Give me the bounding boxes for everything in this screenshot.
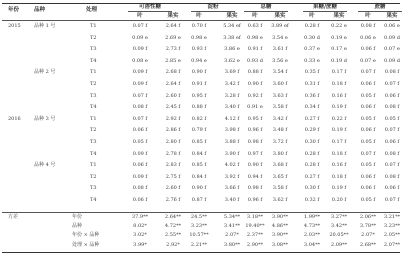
bottom-rule — [2, 252, 400, 253]
table-cell: 0.06 e — [384, 23, 400, 29]
table-cell: 0.33 e — [304, 57, 320, 64]
table-cell: 0.30 f — [304, 139, 320, 145]
treatment-label: T1 — [90, 115, 97, 122]
table-cell: 0.90 f — [191, 69, 207, 76]
year-label: 2016 — [8, 115, 21, 122]
table-cell: 0.84 f — [191, 173, 207, 180]
table-cell: 3.65 f — [272, 173, 288, 180]
table-cell: 0.94 e — [191, 57, 207, 64]
anova-cell: 2.05** — [383, 232, 401, 239]
table-cell: 0.07 f — [360, 150, 376, 157]
table-cell: 0.05 f — [360, 197, 376, 203]
header-sub: 果实 — [333, 13, 345, 19]
table-cell: 0.07 f — [384, 127, 400, 134]
table-cell: 3.48 f — [272, 127, 288, 134]
treatment-label: T3 — [90, 46, 97, 53]
table-cell: 0.88 f — [247, 69, 263, 76]
header-sub: 叶 — [309, 13, 315, 19]
table-cell: 0.92 f — [247, 92, 263, 99]
header-group: 淀粉 — [207, 4, 219, 10]
header-year: 年份 — [8, 7, 20, 13]
anova-cell: 37.9** — [131, 214, 149, 220]
table-cell: 0.96 f — [247, 197, 263, 203]
table-cell: 2.73 f — [165, 46, 181, 53]
table-cell: 0.09 f — [132, 81, 148, 87]
table-cell: 3.58 f — [272, 185, 288, 192]
treatment-label: T2 — [90, 81, 97, 87]
table-cell: 0.97 f — [247, 150, 263, 157]
anova-cell: 3.23** — [383, 223, 401, 230]
variety-label: 品种 2 号 — [34, 69, 56, 76]
group-rule — [303, 11, 347, 12]
anova-cell: 8.02* — [133, 223, 147, 230]
table-cell: 0.27 f — [304, 115, 320, 122]
table-cell: 0.32 f — [304, 197, 320, 203]
treatment-label: T4 — [90, 57, 97, 64]
table-cell: 0.05 f — [132, 139, 148, 145]
table-cell: 0.18 f — [331, 81, 347, 87]
table-cell: 0.22 f — [331, 115, 347, 122]
table-cell: 0.35 f — [304, 69, 320, 76]
variety-label: 品种 4 号 — [34, 162, 56, 169]
treatment-label: T1 — [90, 69, 97, 76]
table-cell: 0.94 f — [247, 173, 263, 180]
table-cell: 0.28 f — [304, 23, 320, 29]
treatment-label: T3 — [90, 92, 97, 99]
table-cell: 3.63 f — [272, 92, 288, 99]
table-cell: 0.06 f — [360, 46, 376, 53]
anova-cell: 3.99* — [133, 241, 147, 248]
anova-cell: 3.41** — [223, 223, 241, 230]
header-sub: 叶 — [365, 13, 371, 19]
treatment-label: T2 — [90, 127, 97, 134]
table-cell: 5.34 ef — [223, 23, 241, 29]
header-group: 果糖/蔗糖 — [312, 4, 338, 10]
table-cell: 0.17 e — [331, 46, 347, 53]
table-cell: 0.19 f — [331, 185, 347, 192]
table-cell: 0.07 f — [384, 162, 400, 169]
table-cell: 3.89 ef — [271, 23, 289, 29]
table-cell: 0.08 f — [384, 150, 400, 157]
table-cell: 3.54 e — [272, 34, 288, 41]
table-cell: 0.08 f — [384, 104, 400, 111]
anova-cell: 24.5** — [190, 214, 208, 220]
table-cell: 0.90 f — [247, 81, 263, 87]
table-cell: 0.08 f — [360, 23, 376, 29]
table-cell: 0.07 e — [384, 46, 400, 53]
table-cell: 2.76 f — [165, 197, 181, 203]
table-cell: 0.98 f — [247, 139, 263, 145]
table-cell: 4.12 f — [224, 115, 240, 122]
variety-label: 品种 3 号 — [34, 115, 56, 122]
anova-cell: 3.90** — [271, 214, 289, 220]
table-cell: 0.19 e — [331, 34, 347, 41]
table-cell: 0.07 f — [132, 23, 148, 29]
anova-cell: 2.07** — [383, 241, 401, 248]
table-cell: 0.05 f — [360, 162, 376, 169]
variety-label: 品种 1 号 — [34, 23, 56, 29]
table-cell: 0.06 f — [360, 127, 376, 134]
table-cell: 2.75 f — [165, 173, 181, 180]
anova-cell: 19.40** — [245, 223, 265, 230]
table-cell: 0.98 e — [191, 34, 207, 41]
table-cell: 3.42 f — [272, 115, 288, 122]
group-rule — [191, 11, 235, 12]
table-cell: 0.06 f — [360, 185, 376, 192]
table-cell: 2.85 e — [165, 57, 181, 64]
table-cell: 3.28 f — [224, 92, 240, 99]
table-cell: 2.68 f — [165, 69, 181, 76]
anova-cell: 4.72** — [164, 223, 182, 230]
group-rule — [358, 11, 402, 12]
table-cell: 3.62 f — [272, 197, 288, 203]
table-cell: 0.82 f — [191, 115, 207, 122]
anova-cell: 20.05** — [329, 232, 349, 239]
treatment-label: T4 — [90, 150, 97, 157]
table-cell: 0.16 f — [331, 92, 347, 99]
table-cell: 3.92 f — [224, 173, 240, 180]
table-cell: 0.08 f — [384, 69, 400, 76]
table-cell: 0.06 f — [384, 185, 400, 192]
table-cell: 0.22 e — [331, 23, 347, 29]
treatment-label: T3 — [90, 185, 97, 192]
table-cell: 3.98 f — [224, 127, 240, 134]
anova-cell: 2.68** — [359, 241, 377, 248]
anova-row-label: 品种 — [72, 223, 83, 230]
anova-cell: 2.37** — [246, 232, 264, 239]
table-cell: 0.95 f — [247, 115, 263, 122]
header-sub: 果实 — [274, 13, 286, 19]
header-group: 总糖 — [260, 4, 272, 10]
table-cell: 0.08 f — [384, 173, 400, 180]
anova-rule — [2, 212, 400, 213]
group-rule — [244, 11, 288, 12]
anova-row-label: 处理 × 品种 — [72, 241, 100, 248]
table-cell: 3.80 f — [272, 150, 288, 157]
anova-cell: 10.57** — [189, 232, 209, 239]
table-cell: 3.72 f — [272, 139, 288, 145]
year-label: 2015 — [8, 23, 21, 29]
anova-cell: 3.02* — [133, 232, 147, 239]
table-cell: 3.60 f — [272, 81, 288, 87]
table-cell: 0.88 f — [191, 104, 207, 111]
table-cell: 3.54 f — [272, 69, 288, 76]
table-cell: 0.06 f — [132, 197, 148, 203]
table-cell: 3.38 ef — [223, 34, 241, 41]
anova-cell: 4.86** — [271, 223, 289, 230]
table-cell: 0.05 f — [360, 92, 376, 99]
anova-row-label: 年份 × 品种 — [72, 232, 100, 239]
table-cell: 0.06 f — [132, 162, 148, 169]
anova-cell: 2.07* — [361, 232, 375, 239]
table-cell: 0.29 f — [304, 127, 320, 134]
table-cell: 0.06 f — [384, 92, 400, 99]
header-sub: 果实 — [167, 13, 179, 19]
table-cell: 0.06 f — [384, 139, 400, 145]
treatment-label: T4 — [90, 197, 97, 203]
table-cell: 0.93 f — [191, 46, 207, 53]
top-rule — [2, 3, 400, 4]
anova-cell: 3.80** — [223, 241, 241, 248]
anova-cell: 3.18** — [246, 214, 264, 220]
table-cell: 0.95 f — [191, 92, 207, 99]
table-cell: 0.19 d — [331, 57, 347, 64]
header-variety: 品种 — [34, 7, 46, 13]
treatment-label: T1 — [90, 162, 97, 169]
header-group: 蔗糖 — [374, 4, 386, 10]
header-sub: 叶 — [137, 13, 143, 19]
table-cell: 0.34 f — [304, 104, 320, 111]
table-cell: 3.90 f — [224, 150, 240, 157]
anova-cell: 1.99** — [303, 214, 321, 220]
table-cell: 0.30 d — [304, 34, 320, 41]
table-cell: 0.18 f — [331, 173, 347, 180]
table-cell: 0.90 f — [247, 162, 263, 169]
table-cell: 3.58 f — [272, 104, 288, 111]
anova-cell: 5.34** — [223, 214, 241, 220]
table-cell: 0.07 f — [132, 92, 148, 99]
header-sub: 果实 — [226, 13, 238, 19]
table-cell: 0.05 f — [384, 115, 400, 122]
header-sub: 叶 — [196, 13, 202, 19]
table-cell: 0.30 f — [304, 185, 320, 192]
table-cell: 2.60 f — [165, 185, 181, 192]
table-cell: 0.91 e — [247, 104, 263, 111]
table-cell: 0.19 f — [331, 127, 347, 134]
header-sub: 叶 — [252, 13, 258, 19]
anova-label: 方差 — [8, 214, 19, 220]
anova-cell: 2.06** — [359, 214, 377, 220]
anova-cell: 2.92* — [166, 241, 180, 248]
table-cell: 0.17 f — [331, 69, 347, 76]
anova-cell: 2.64** — [164, 214, 182, 220]
anova-cell: 3.04** — [303, 241, 321, 248]
table-cell: 0.05 f — [360, 139, 376, 145]
table-cell: 0.09 f — [132, 150, 148, 157]
table-cell: 0.19 f — [331, 104, 347, 111]
table-cell: 3.56 e — [272, 57, 288, 64]
table-cell: 0.05 f — [360, 115, 376, 122]
table-cell: 0.08 e — [132, 57, 148, 64]
table-cell: 3.86 e — [224, 46, 240, 53]
table-cell: 0.63 f — [247, 23, 263, 29]
table-cell: 0.07 f — [384, 81, 400, 87]
group-rule — [128, 11, 172, 12]
table-cell: 0.85 f — [191, 162, 207, 169]
table-cell: 2.60 f — [165, 92, 181, 99]
table-cell: 0.28 f — [304, 150, 320, 157]
anova-cell: 3.42** — [330, 223, 348, 230]
table-cell: 0.09 f — [132, 173, 148, 180]
anova-cell: 2.07* — [225, 232, 239, 239]
table-cell: 2.83 f — [165, 162, 181, 169]
table-cell: 0.06 f — [360, 173, 376, 180]
treatment-label: T1 — [90, 23, 97, 29]
table-cell: 3.40 f — [224, 197, 240, 203]
table-cell: 2.80 f — [165, 139, 181, 145]
table-cell: 0.90 f — [191, 185, 207, 192]
table-cell: 0.07 e — [360, 57, 376, 64]
treatment-label: T4 — [90, 104, 97, 111]
table-cell: 0.85 f — [191, 139, 207, 145]
anova-cell: 3.27** — [330, 214, 348, 220]
anova-cell: 2.03** — [303, 232, 321, 239]
table-cell: 0.91 f — [191, 81, 207, 87]
table-cell: 0.96 f — [247, 127, 263, 134]
table-cell: 0.36 f — [304, 92, 320, 99]
treatment-label: T2 — [90, 34, 97, 41]
table-cell: 0.06 f — [360, 104, 376, 111]
anova-cell: 2.90** — [246, 241, 264, 248]
anova-cell: 3.21** — [383, 214, 401, 220]
table-cell: 2.64 f — [165, 23, 181, 29]
table-cell: 3.40 f — [224, 104, 240, 111]
table-cell: 0.93 d — [247, 57, 263, 64]
anova-cell: 2.09** — [330, 241, 348, 248]
table-cell: 0.84 f — [191, 150, 207, 157]
table-cell: 4.02 f — [224, 162, 240, 169]
table-cell: 3.42 f — [224, 81, 240, 87]
table-cell: 0.16 f — [331, 162, 347, 169]
table-cell: 0.28 f — [304, 162, 320, 169]
table-cell: 2.86 f — [165, 127, 181, 134]
table-cell: 0.87 f — [191, 197, 207, 203]
table-cell: 0.09 e — [132, 34, 148, 41]
table-cell: 3.68 f — [272, 162, 288, 169]
anova-cell: 4.73** — [303, 223, 321, 230]
header-treatment: 处理 — [86, 7, 98, 13]
anova-cell: 3.08** — [271, 241, 289, 248]
table-cell: 0.17 f — [331, 139, 347, 145]
header-sub: 果实 — [386, 13, 398, 19]
table-cell: 0.09 d — [384, 34, 400, 41]
table-cell: 0.37 e — [304, 46, 320, 53]
table-cell: 3.61 f — [272, 46, 288, 53]
table-cell: 0.31 f — [304, 81, 320, 87]
anova-row-label: 年份 — [72, 214, 83, 220]
table-cell: 0.79 f — [191, 127, 207, 134]
table-cell: 0.06 e — [360, 34, 376, 41]
table-cell: 0.09 f — [132, 46, 148, 53]
table-cell: 3.62 e — [224, 57, 240, 64]
table-cell: 0.06 f — [132, 127, 148, 134]
anova-cell: 3.78** — [359, 223, 377, 230]
table-cell: 0.91 f — [247, 46, 263, 53]
table-cell: 2.78 f — [165, 150, 181, 157]
anova-cell: 2.55** — [164, 232, 182, 239]
table-cell: 3.88 f — [224, 139, 240, 145]
table-cell: 0.07 f — [360, 69, 376, 76]
treatment-label: T2 — [90, 173, 97, 180]
table-cell: 0.08 f — [132, 185, 148, 192]
table-cell: 0.98 e — [247, 34, 263, 41]
table-cell: 0.09 f — [132, 69, 148, 76]
table-cell: 0.98 f — [247, 185, 263, 192]
table-cell: 0.18 f — [331, 150, 347, 157]
table-cell: 2.64 f — [165, 81, 181, 87]
table-cell: 0.20 f — [331, 197, 347, 203]
anova-cell: 3.90** — [271, 232, 289, 239]
header-group: 可溶性糖 — [138, 4, 162, 10]
table-cell: 0.08 f — [132, 104, 148, 111]
table-cell: 3.69 f — [224, 69, 240, 76]
treatment-label: T3 — [90, 139, 97, 145]
table-cell: 0.27 f — [304, 173, 320, 180]
table-cell: 0.07 f — [132, 115, 148, 122]
anova-cell: 2.21** — [190, 241, 208, 248]
header-rule — [2, 20, 400, 21]
table-cell: 2.92 f — [165, 115, 181, 122]
table-cell: 2.69 e — [165, 34, 181, 41]
anova-cell: 3.23** — [190, 223, 208, 230]
table-cell: 3.66 f — [224, 185, 240, 192]
table-cell: 0.09 d — [384, 57, 400, 64]
table-cell: 2.45 f — [165, 104, 181, 111]
table-cell: 0.07 f — [384, 197, 400, 203]
table-cell: 0.70 f — [191, 23, 207, 29]
table-cell: 0.06 f — [360, 81, 376, 87]
